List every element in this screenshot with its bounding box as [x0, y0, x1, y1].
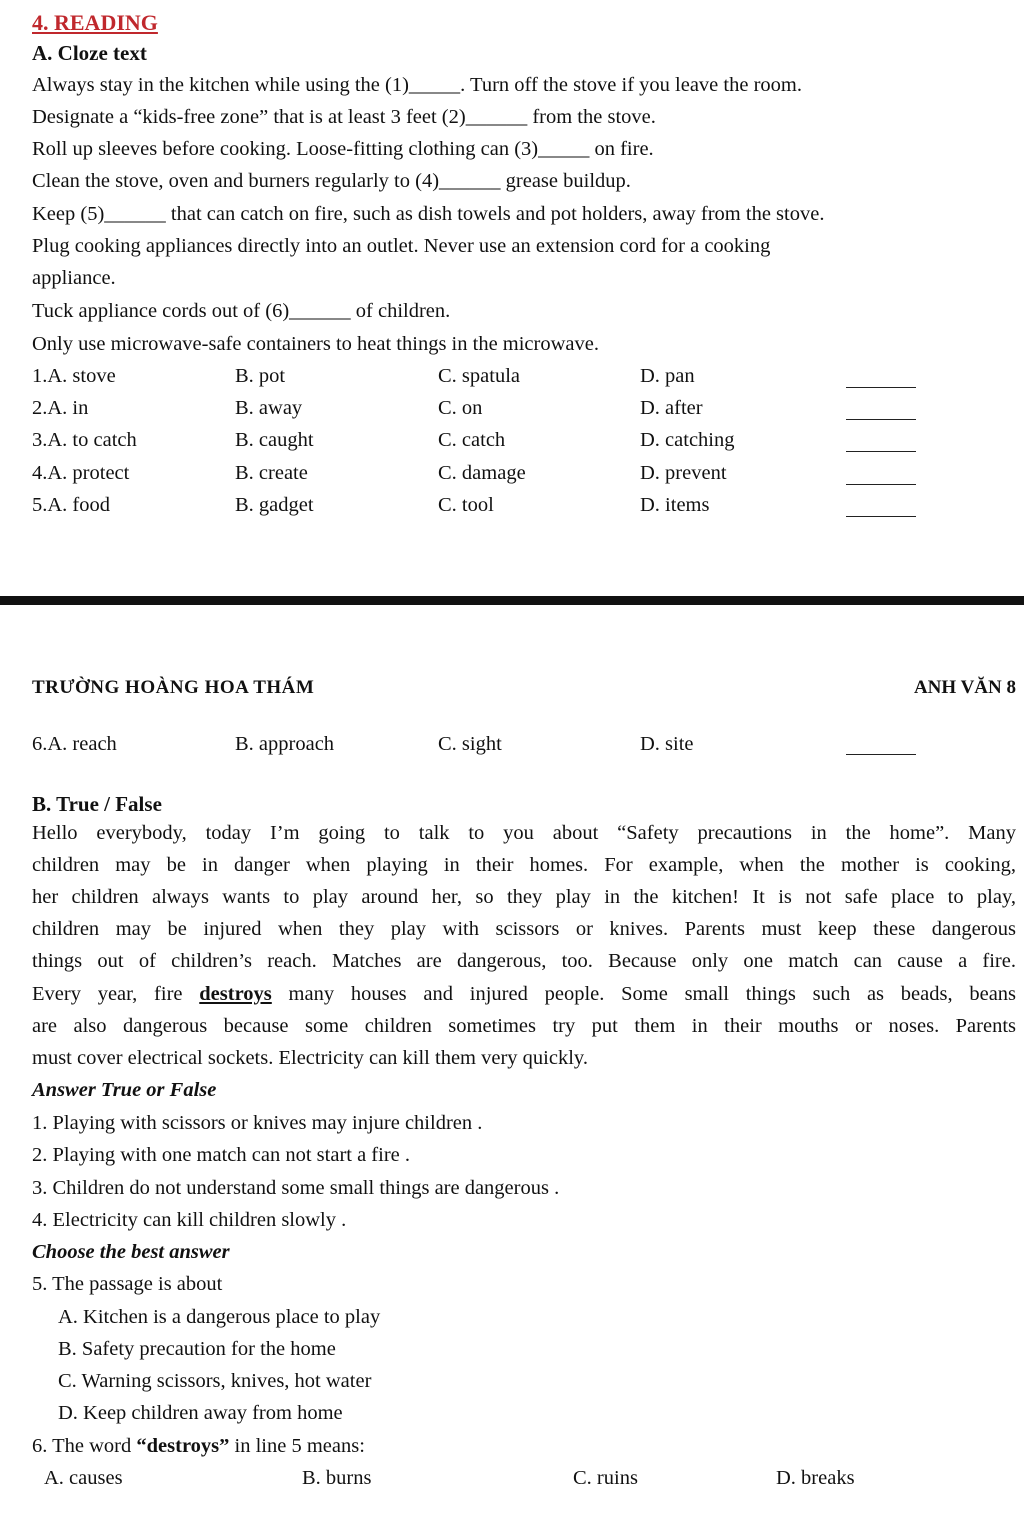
option-b: B. create: [235, 462, 308, 484]
cloze-line-6: Plug cooking appliances directly into an outlet. Never use an extension cord for a cooking: [32, 235, 771, 257]
option-a: 2.A. in: [32, 397, 89, 419]
school-name: TRƯỜNG HOÀNG HOA THÁM: [32, 677, 315, 698]
cloze-line-2: Designate a “kids-free zone” that is at least 3 feet (2)______ from the stove.: [32, 106, 656, 128]
page-divider: [0, 596, 1024, 605]
cloze-line-5: Keep (5)______ that can catch on fire, such as dish towels and pot holders, away from the stove.: [32, 203, 825, 225]
option-b: B. gadget: [235, 494, 314, 516]
q6-stem-word: “destroys”: [136, 1435, 230, 1457]
section-title: 4. READING: [32, 10, 158, 35]
tf-heading: Answer True or False: [32, 1079, 217, 1101]
option-b: B. pot: [235, 365, 286, 387]
option-d: D. catching: [640, 429, 735, 451]
passage-text: many houses and injured people. Some small things such as beads, beans: [288, 983, 1017, 1005]
passage-line-1: Hello everybody, today I’m going to talk to you about “Safety precautions in the home”. Many: [32, 822, 1016, 844]
answer-blank[interactable]: [846, 419, 916, 420]
option-c: C. catch: [438, 429, 506, 451]
q6-choice-b[interactable]: B. burns: [302, 1467, 372, 1489]
option-a: 1.A. stove: [32, 365, 116, 387]
q6-choice-a[interactable]: A. causes: [44, 1467, 123, 1489]
answer-blank[interactable]: [846, 754, 916, 755]
passage-line-6: [32, 983, 1016, 1006]
subject-name: ANH VĂN 8: [913, 677, 1016, 698]
tf-item-2: 2. Playing with one match can not start a fire .: [32, 1144, 411, 1166]
option-c: C. spatula: [438, 365, 520, 387]
option-d: D. after: [640, 397, 703, 419]
option-d: D. site: [640, 733, 694, 755]
cloze-line-7: appliance.: [32, 267, 116, 289]
tf-item-4: 4. Electricity can kill children slowly .: [32, 1209, 347, 1231]
option-a: 6.A. reach: [32, 733, 117, 755]
highlighted-word: destroys: [199, 983, 272, 1005]
q6-stem-text: 6. The word: [32, 1435, 137, 1457]
cloze-line-9: Only use microwave-safe containers to heat things in the microwave.: [32, 333, 599, 355]
option-c: C. tool: [438, 494, 494, 516]
cloze-line-4: Clean the stove, oven and burners regularly to (4)______ grease buildup.: [32, 170, 631, 192]
answer-blank[interactable]: [846, 451, 916, 452]
option-b: B. away: [235, 397, 303, 419]
answer-blank[interactable]: [846, 516, 916, 517]
q6-choice-c[interactable]: C. ruins: [573, 1467, 638, 1489]
passage-line-5: things out of children’s reach. Matches are dangerous, too. Because only one match can cause a fire.: [32, 950, 1016, 972]
mc-heading: Choose the best answer: [32, 1241, 230, 1263]
q6-choice-d[interactable]: D. breaks: [776, 1467, 855, 1489]
q5-choice-c[interactable]: C. Warning scissors, knives, hot water: [58, 1370, 372, 1392]
option-d: D. pan: [640, 365, 695, 387]
passage-line-2: children may be in danger when playing in their homes. For example, when the mother is cooking,: [32, 854, 1016, 876]
passage-line-7: are also dangerous because some children sometimes try put them in their mouths or noses. Parents: [32, 1015, 1016, 1037]
answer-blank[interactable]: [846, 387, 916, 388]
part-a-title: A. Cloze text: [32, 41, 147, 65]
option-b: B. approach: [235, 733, 335, 755]
cloze-line-1: Always stay in the kitchen while using the (1)_____. Turn off the stove if you leave the room.: [32, 74, 802, 96]
option-a: 4.A. protect: [32, 462, 130, 484]
q5-choice-d[interactable]: D. Keep children away from home: [58, 1402, 343, 1424]
q6-stem: [32, 1435, 365, 1458]
option-a: 3.A. to catch: [32, 429, 137, 451]
q5-stem: 5. The passage is about: [32, 1273, 223, 1295]
option-c: C. sight: [438, 733, 502, 755]
option-a: 5.A. food: [32, 494, 111, 516]
q5-choice-b[interactable]: B. Safety precaution for the home: [58, 1338, 336, 1360]
tf-item-1: 1. Playing with scissors or knives may injure children .: [32, 1112, 483, 1134]
option-b: B. caught: [235, 429, 314, 451]
option-c: C. on: [438, 397, 483, 419]
option-d: D. items: [640, 494, 710, 516]
passage-line-3: her children always wants to play around her, so they play in the kitchen! It is not safe place to play,: [32, 886, 1016, 908]
passage-line-8: must cover electrical sockets. Electricity can kill them very quickly.: [32, 1047, 588, 1069]
part-b-title: B. True / False: [32, 792, 162, 816]
cloze-line-3: Roll up sleeves before cooking. Loose-fitting clothing can (3)_____ on fire.: [32, 138, 654, 160]
option-d: D. prevent: [640, 462, 727, 484]
tf-item-3: 3. Children do not understand some small things are dangerous .: [32, 1177, 560, 1199]
q6-stem-text: in line 5 means:: [229, 1435, 365, 1457]
option-c: C. damage: [438, 462, 526, 484]
q5-choice-a[interactable]: A. Kitchen is a dangerous place to play: [58, 1306, 381, 1328]
cloze-line-8: Tuck appliance cords out of (6)______ of children.: [32, 300, 451, 322]
passage-text: Every year, fire: [32, 983, 183, 1005]
passage-line-4: children may be injured when they play with scissors or knives. Parents must keep these dangerous: [32, 918, 1016, 940]
answer-blank[interactable]: [846, 484, 916, 485]
